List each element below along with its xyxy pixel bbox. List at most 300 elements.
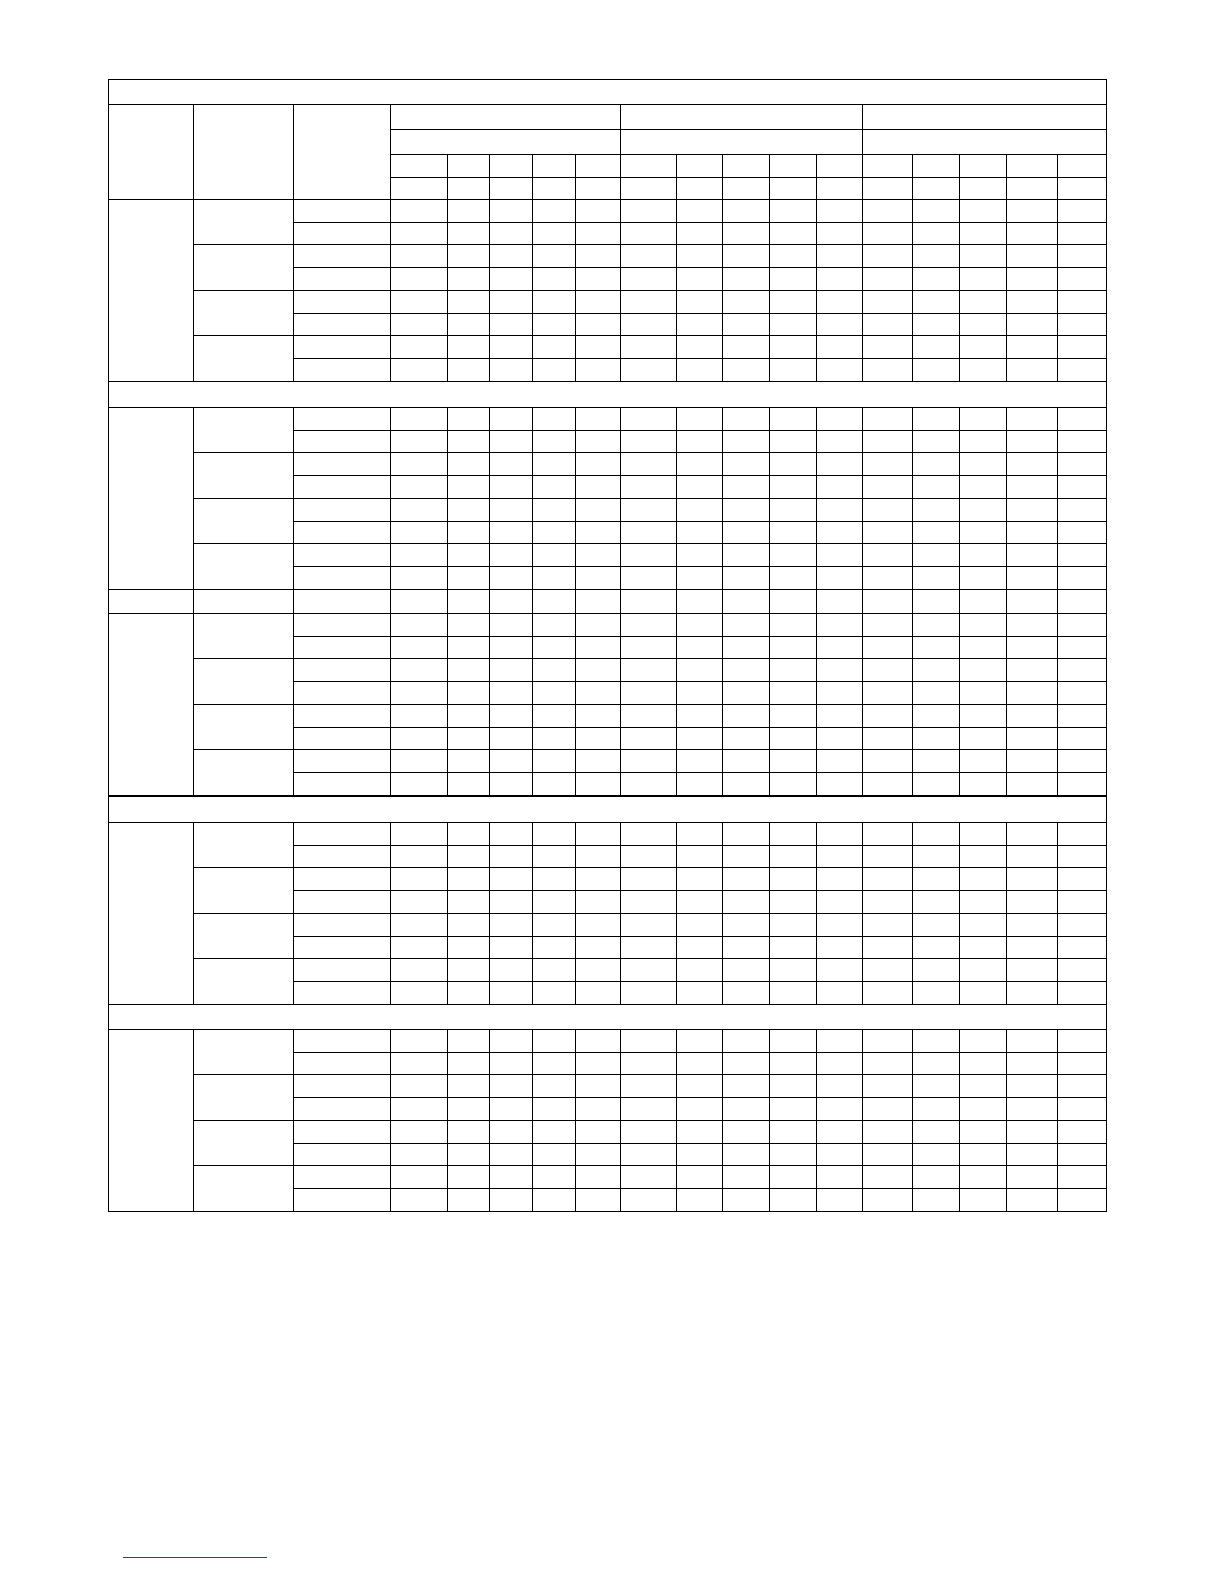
value-cell (676, 936, 723, 959)
value-cell (722, 845, 770, 868)
value-cell (489, 867, 533, 891)
value-cell (1006, 681, 1058, 705)
value-cell (1057, 704, 1107, 728)
value-cell (447, 613, 490, 637)
value-cell (1006, 290, 1058, 314)
subgroup-label (193, 589, 294, 614)
value-cell (447, 358, 490, 382)
value-cell (912, 613, 960, 637)
column-heading (390, 154, 448, 178)
value-cell (816, 244, 863, 268)
value-cell (390, 543, 448, 567)
value-cell (816, 267, 863, 291)
value-cell (816, 521, 863, 544)
value-cell (532, 290, 576, 314)
value-cell (1057, 244, 1107, 268)
value-cell (390, 958, 448, 982)
value-cell (676, 1143, 723, 1166)
value-cell (390, 1074, 448, 1098)
column-heading (769, 154, 817, 178)
value-cell (676, 543, 723, 567)
value-cell (620, 1188, 677, 1212)
item-label (293, 1120, 391, 1144)
value-cell (620, 1029, 677, 1053)
value-cell (575, 1052, 621, 1075)
value-cell (620, 566, 677, 590)
value-cell (390, 727, 448, 750)
value-cell (390, 430, 448, 453)
subgroup-label (193, 543, 294, 590)
value-cell (816, 981, 863, 1005)
value-cell (912, 1120, 960, 1144)
block-label (108, 613, 194, 796)
value-cell (722, 475, 770, 499)
value-cell (1057, 822, 1107, 846)
value-cell (390, 566, 448, 590)
value-cell (959, 1097, 1007, 1121)
value-cell (1006, 867, 1058, 891)
value-cell (489, 636, 533, 659)
value-cell (390, 1165, 448, 1189)
value-cell (862, 822, 913, 846)
value-cell (620, 498, 677, 522)
value-cell (676, 1120, 723, 1144)
item-label (293, 772, 391, 796)
value-cell (620, 1097, 677, 1121)
column-heading (447, 154, 490, 178)
value-cell (390, 845, 448, 868)
item-label (293, 749, 391, 773)
table-title-bar (108, 79, 1107, 105)
value-cell (1057, 290, 1107, 314)
value-cell (816, 1097, 863, 1121)
value-cell (1057, 1165, 1107, 1189)
value-cell (575, 566, 621, 590)
column-heading (1057, 154, 1107, 178)
value-cell (575, 749, 621, 773)
value-cell (912, 867, 960, 891)
subgroup-label (193, 335, 294, 382)
value-cell (489, 1029, 533, 1053)
value-cell (959, 199, 1007, 223)
value-cell (676, 681, 723, 705)
value-cell (620, 1165, 677, 1189)
value-cell (676, 981, 723, 1005)
value-cell (816, 890, 863, 914)
value-cell (722, 222, 770, 245)
value-cell (912, 727, 960, 750)
column-heading (532, 154, 576, 178)
subgroup-label (193, 244, 294, 291)
value-cell (1006, 475, 1058, 499)
value-cell (912, 498, 960, 522)
value-cell (447, 335, 490, 359)
value-cell (676, 475, 723, 499)
column-heading (959, 154, 1007, 178)
value-cell (912, 1074, 960, 1098)
value-cell (862, 1188, 913, 1212)
value-cell (676, 867, 723, 891)
value-cell (816, 936, 863, 959)
value-cell (676, 358, 723, 382)
value-cell (722, 313, 770, 336)
value-cell (862, 290, 913, 314)
value-cell (676, 566, 723, 590)
value-cell (816, 335, 863, 359)
value-cell (769, 822, 817, 846)
subgroup-label (193, 913, 294, 959)
value-cell (489, 749, 533, 773)
item-label (293, 613, 391, 637)
column-heading (722, 154, 770, 178)
value-cell (722, 244, 770, 268)
value-cell (532, 704, 576, 728)
value-cell (532, 913, 576, 937)
value-cell (959, 407, 1007, 431)
value-cell (959, 452, 1007, 476)
value-cell (447, 543, 490, 567)
value-cell (676, 1029, 723, 1053)
value-cell (1057, 358, 1107, 382)
value-cell (447, 1074, 490, 1098)
value-cell (912, 222, 960, 245)
value-cell (1057, 475, 1107, 499)
value-cell (489, 958, 533, 982)
subgroup-heading (193, 104, 294, 200)
value-cell (390, 981, 448, 1005)
value-cell (959, 313, 1007, 336)
value-cell (676, 290, 723, 314)
value-cell (1006, 1029, 1058, 1053)
value-cell (447, 267, 490, 291)
value-cell (447, 890, 490, 914)
value-cell (912, 430, 960, 453)
value-cell (489, 658, 533, 682)
value-cell (769, 613, 817, 637)
value-cell (620, 475, 677, 499)
value-cell (575, 521, 621, 544)
value-cell (532, 727, 576, 750)
value-cell (816, 1074, 863, 1098)
value-cell (620, 704, 677, 728)
value-cell (959, 222, 1007, 245)
value-cell (447, 913, 490, 937)
value-cell (447, 658, 490, 682)
value-cell (489, 845, 533, 868)
item-label (293, 521, 391, 544)
block-label (108, 407, 194, 590)
column-heading (575, 154, 621, 178)
value-cell (489, 1188, 533, 1212)
value-cell (769, 521, 817, 544)
value-cell (575, 613, 621, 637)
value-cell (390, 313, 448, 336)
value-cell (912, 566, 960, 590)
value-cell (489, 890, 533, 914)
value-cell (489, 1143, 533, 1166)
value-cell (390, 589, 448, 614)
value-cell (722, 958, 770, 982)
value-cell (620, 543, 677, 567)
subgroup-label (193, 407, 294, 453)
column-unit (575, 177, 621, 200)
value-cell (575, 845, 621, 868)
item-label (293, 589, 391, 614)
subgroup-label (193, 1120, 294, 1166)
value-cell (620, 521, 677, 544)
value-cell (575, 936, 621, 959)
value-cell (532, 890, 576, 914)
value-cell (575, 267, 621, 291)
item-label (293, 658, 391, 682)
value-cell (1006, 1074, 1058, 1098)
value-cell (620, 772, 677, 796)
value-cell (1006, 772, 1058, 796)
value-cell (489, 589, 533, 614)
subgroup-label (193, 613, 294, 659)
value-cell (959, 749, 1007, 773)
value-cell (532, 430, 576, 453)
value-cell (532, 936, 576, 959)
item-label (293, 1029, 391, 1053)
value-cell (447, 589, 490, 614)
value-cell (676, 845, 723, 868)
value-cell (722, 1143, 770, 1166)
value-cell (769, 222, 817, 245)
value-cell (959, 543, 1007, 567)
value-cell (532, 407, 576, 431)
value-cell (912, 475, 960, 499)
value-cell (532, 1165, 576, 1189)
value-cell (862, 452, 913, 476)
item-label (293, 890, 391, 914)
column-unit (862, 177, 913, 200)
value-cell (1057, 658, 1107, 682)
value-cell (1006, 267, 1058, 291)
value-cell (912, 313, 960, 336)
value-cell (959, 430, 1007, 453)
value-cell (722, 1120, 770, 1144)
column-unit (489, 177, 533, 200)
item-label (293, 1188, 391, 1212)
value-cell (816, 566, 863, 590)
column-unit (447, 177, 490, 200)
value-cell (575, 1029, 621, 1053)
item-label (293, 1143, 391, 1166)
value-cell (676, 1052, 723, 1075)
value-cell (959, 1143, 1007, 1166)
value-cell (912, 822, 960, 846)
value-cell (769, 867, 817, 891)
value-cell (390, 613, 448, 637)
value-cell (575, 1097, 621, 1121)
value-cell (575, 430, 621, 453)
value-cell (390, 890, 448, 914)
value-cell (620, 936, 677, 959)
value-cell (1006, 936, 1058, 959)
value-cell (816, 1165, 863, 1189)
value-cell (575, 1188, 621, 1212)
value-cell (1057, 1120, 1107, 1144)
value-cell (912, 772, 960, 796)
value-cell (575, 1165, 621, 1189)
item-heading (293, 104, 391, 200)
value-cell (769, 936, 817, 959)
value-cell (816, 727, 863, 750)
value-cell (532, 749, 576, 773)
value-cell (390, 222, 448, 245)
value-cell (722, 566, 770, 590)
value-cell (620, 335, 677, 359)
value-cell (676, 521, 723, 544)
value-cell (489, 1052, 533, 1075)
block-label (108, 1029, 194, 1212)
column-heading (1006, 154, 1058, 178)
value-cell (816, 1052, 863, 1075)
item-label (293, 199, 391, 223)
value-cell (390, 704, 448, 728)
value-cell (862, 1143, 913, 1166)
subgroup-label (193, 498, 294, 544)
value-cell (390, 407, 448, 431)
value-cell (1006, 749, 1058, 773)
value-cell (1057, 613, 1107, 637)
value-cell (489, 521, 533, 544)
value-cell (769, 313, 817, 336)
value-cell (532, 1120, 576, 1144)
value-cell (1057, 913, 1107, 937)
value-cell (769, 1097, 817, 1121)
value-cell (1057, 845, 1107, 868)
value-cell (575, 1074, 621, 1098)
value-cell (390, 1143, 448, 1166)
value-cell (862, 335, 913, 359)
value-cell (575, 822, 621, 846)
value-cell (1057, 867, 1107, 891)
column-unit (1057, 177, 1107, 200)
value-cell (722, 589, 770, 614)
value-cell (862, 1052, 913, 1075)
value-cell (816, 1143, 863, 1166)
value-cell (575, 290, 621, 314)
value-cell (722, 981, 770, 1005)
value-cell (959, 681, 1007, 705)
value-cell (532, 543, 576, 567)
value-cell (575, 958, 621, 982)
value-cell (769, 199, 817, 223)
value-cell (489, 267, 533, 291)
value-cell (769, 566, 817, 590)
value-cell (912, 1029, 960, 1053)
value-cell (489, 222, 533, 245)
value-cell (862, 313, 913, 336)
value-cell (959, 475, 1007, 499)
column-unit (912, 177, 960, 200)
value-cell (959, 1165, 1007, 1189)
value-cell (390, 521, 448, 544)
value-cell (862, 772, 913, 796)
group-subheading (390, 129, 621, 155)
item-label (293, 430, 391, 453)
value-cell (390, 772, 448, 796)
value-cell (769, 772, 817, 796)
value-cell (447, 1143, 490, 1166)
value-cell (912, 267, 960, 291)
subgroup-label (193, 290, 294, 336)
value-cell (575, 498, 621, 522)
value-cell (1057, 452, 1107, 476)
value-cell (676, 430, 723, 453)
value-cell (532, 222, 576, 245)
item-label (293, 267, 391, 291)
value-cell (676, 498, 723, 522)
value-cell (722, 521, 770, 544)
value-cell (722, 704, 770, 728)
value-cell (816, 199, 863, 223)
value-cell (489, 475, 533, 499)
value-cell (959, 704, 1007, 728)
value-cell (912, 589, 960, 614)
value-cell (959, 772, 1007, 796)
value-cell (722, 543, 770, 567)
value-cell (1057, 749, 1107, 773)
column-unit (676, 177, 723, 200)
value-cell (390, 658, 448, 682)
value-cell (1006, 589, 1058, 614)
value-cell (722, 358, 770, 382)
value-cell (390, 290, 448, 314)
item-label (293, 358, 391, 382)
value-cell (912, 704, 960, 728)
value-cell (676, 222, 723, 245)
value-cell (912, 358, 960, 382)
value-cell (769, 335, 817, 359)
subgroup-label (193, 658, 294, 705)
column-unit (532, 177, 576, 200)
value-cell (1057, 267, 1107, 291)
value-cell (390, 475, 448, 499)
value-cell (862, 475, 913, 499)
value-cell (769, 845, 817, 868)
value-cell (1006, 636, 1058, 659)
value-cell (532, 1052, 576, 1075)
value-cell (489, 613, 533, 637)
value-cell (390, 1052, 448, 1075)
section-bar (108, 796, 1107, 823)
value-cell (390, 452, 448, 476)
value-cell (959, 358, 1007, 382)
value-cell (862, 358, 913, 382)
value-cell (676, 958, 723, 982)
value-cell (912, 936, 960, 959)
value-cell (1057, 521, 1107, 544)
value-cell (575, 589, 621, 614)
value-cell (532, 636, 576, 659)
value-cell (722, 727, 770, 750)
value-cell (447, 244, 490, 268)
value-cell (575, 704, 621, 728)
value-cell (722, 290, 770, 314)
value-cell (862, 845, 913, 868)
column-heading (862, 154, 913, 178)
value-cell (620, 1120, 677, 1144)
value-cell (575, 681, 621, 705)
value-cell (862, 199, 913, 223)
column-heading (620, 154, 677, 178)
value-cell (722, 335, 770, 359)
value-cell (575, 407, 621, 431)
value-cell (769, 407, 817, 431)
